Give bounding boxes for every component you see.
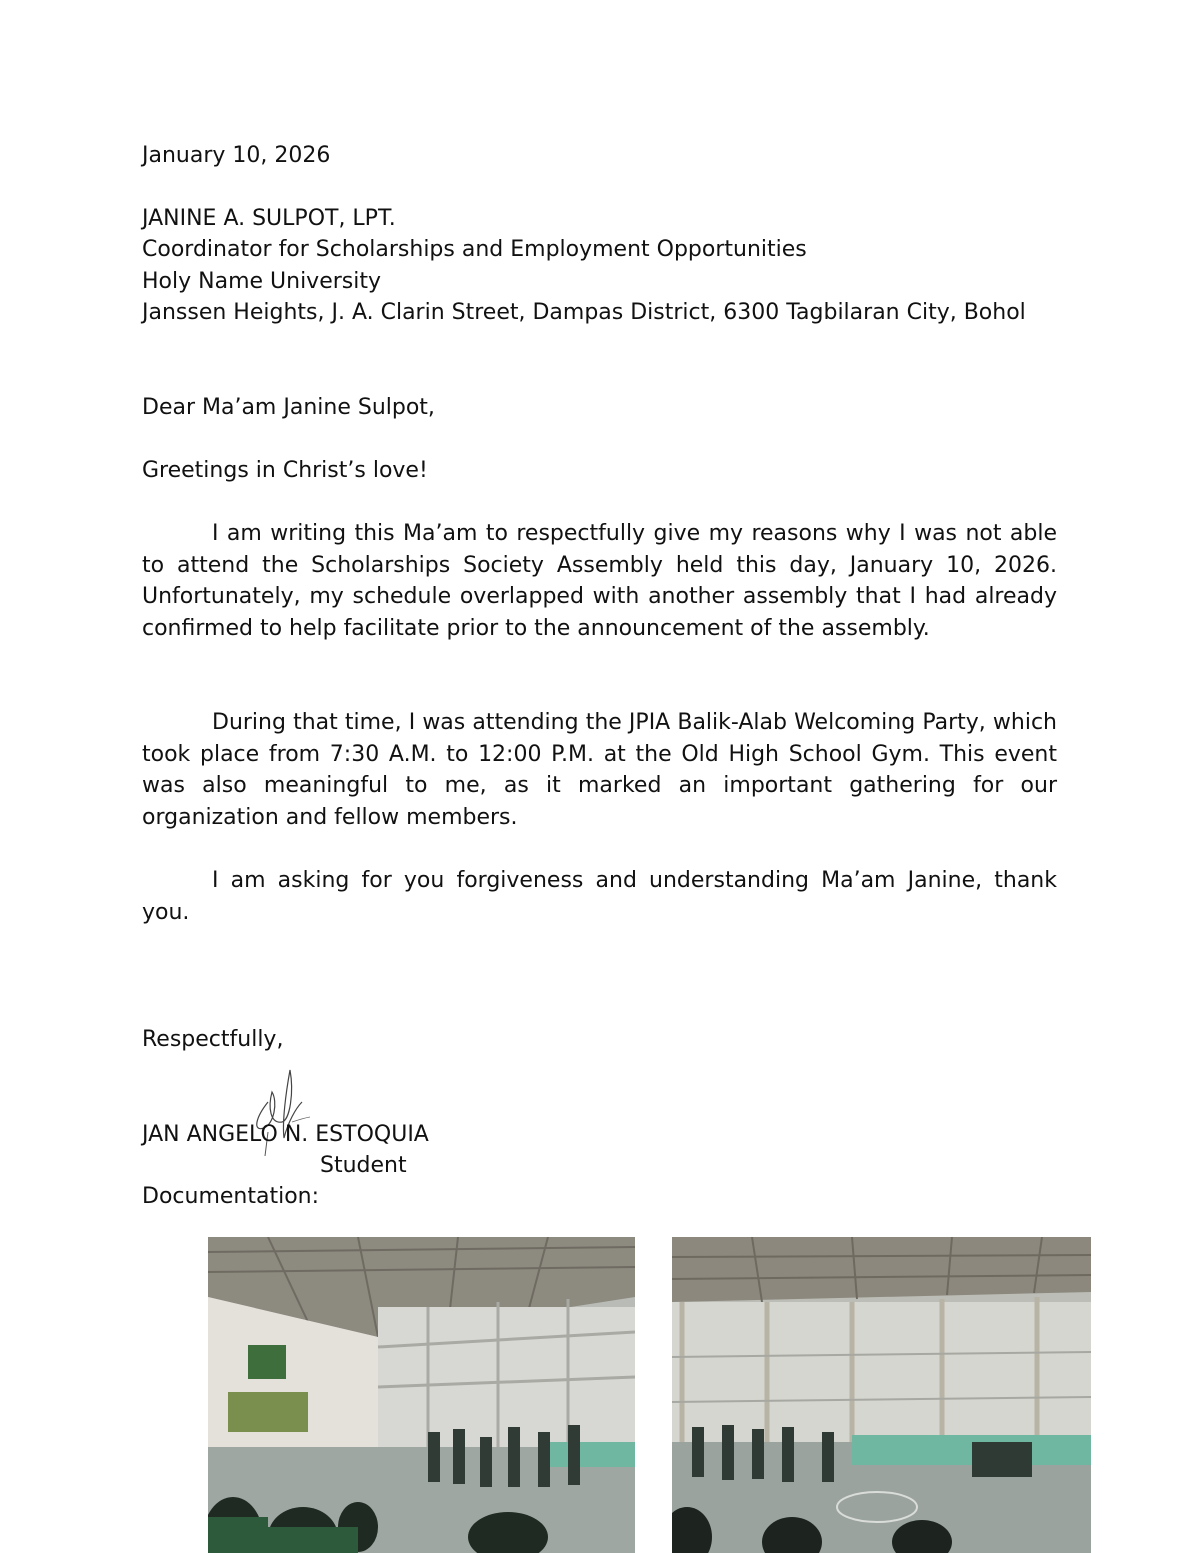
documentation-label: Documentation: [142,1184,320,1209]
closing: Respectfully, [142,1027,284,1052]
sender-role: Student [320,1153,407,1178]
documentation-photo-2 [672,1237,1091,1553]
letter-date: January 10, 2026 [142,143,331,168]
body-paragraph-3: I am asking for you forgiveness and understanding Ma’am Janine, thank you. [142,868,1057,925]
recipient-name: JANINE A. SULPOT, LPT. [142,206,396,231]
salutation: Dear Ma’am Janine Sulpot, [142,395,435,420]
recipient-institution: Holy Name University [142,269,382,294]
documentation-photo-1 [208,1237,635,1553]
body-paragraph-1: I am writing this Ma’am to respectfully give my reasons why I was not able to attend the Scholarships Society Assembly held this day, January 10, 2026. Unfortunately, my schedule overlapped with another assembly that I had already confirmed to help facilitate prior to the announcement of the assembly. [142,521,1057,641]
sender-name: JAN ANGELO N. ESTOQUIA [142,1122,429,1147]
recipient-title: Coordinator for Scholarships and Employment Opportunities [142,237,807,262]
body-paragraph-2: During that time, I was attending the JPIA Balik-Alab Welcoming Party, which took place from 7:30 A.M. to 12:00 P.M. at the Old High School Gym. This event was also meaningful to me, as it marked an important gathering for our organization and fellow members. [142,710,1057,830]
greeting: Greetings in Christ’s love! [142,458,428,483]
recipient-address: Janssen Heights, J. A. Clarin Street, Dampas District, 6300 Tagbilaran City, Bohol [142,300,1026,325]
